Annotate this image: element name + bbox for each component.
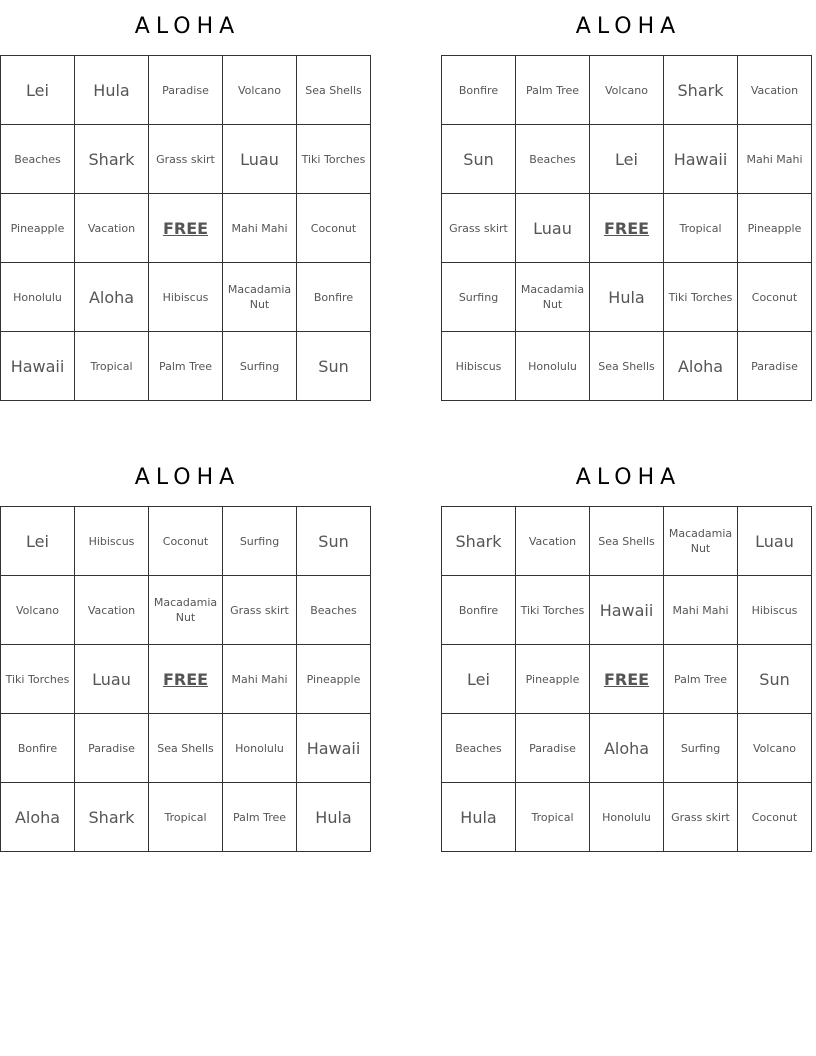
grid-cell: Bonfire — [1, 714, 75, 783]
grid-cell: Surfing — [664, 714, 738, 783]
grid-cell: Surfing — [442, 263, 516, 332]
grid-row — [1, 125, 371, 194]
grid-row — [1, 576, 371, 645]
grid-cell: Luau — [223, 125, 297, 194]
grid-cell: Hula — [75, 56, 149, 125]
grid-cell: Beaches — [516, 125, 590, 194]
grid-cell: Tropical — [75, 332, 149, 401]
grid-row — [1, 645, 371, 714]
grid-cell: Macadamia Nut — [149, 576, 223, 645]
grid-cell: Paradise — [516, 714, 590, 783]
grid-cell: Macadamia Nut — [223, 263, 297, 332]
bingo-grid — [0, 506, 371, 852]
grid-cell: Tropical — [664, 194, 738, 263]
grid-row — [442, 56, 812, 125]
grid-cell: Hawaii — [590, 576, 664, 645]
grid-cell: Grass skirt — [664, 783, 738, 852]
grid-cell: Aloha — [664, 332, 738, 401]
grid-cell: Luau — [75, 645, 149, 714]
grid-cell: Aloha — [1, 783, 75, 852]
card-title: ALOHA — [134, 465, 241, 490]
grid-cell: Beaches — [1, 125, 75, 194]
grid-cell: Surfing — [223, 507, 297, 576]
grid-cell: Hibiscus — [442, 332, 516, 401]
grid-row — [442, 645, 812, 714]
grid-cell: Hula — [297, 783, 371, 852]
grid-cell: Tiki Torches — [1, 645, 75, 714]
grid-row — [1, 263, 371, 332]
grid-cell: Mahi Mahi — [738, 125, 812, 194]
grid-cell: Aloha — [75, 263, 149, 332]
grid-cell: Beaches — [442, 714, 516, 783]
grid-cell: Vacation — [75, 194, 149, 263]
grid-cell: Coconut — [738, 783, 812, 852]
grid-cell: Palm Tree — [149, 332, 223, 401]
grid-cell: Mahi Mahi — [664, 576, 738, 645]
bingo-grid — [441, 506, 812, 852]
grid-cell: Grass skirt — [149, 125, 223, 194]
grid-cell: Tropical — [516, 783, 590, 852]
grid-cell: Sun — [297, 332, 371, 401]
grid-cell: Volcano — [738, 714, 812, 783]
grid-cell: Lei — [442, 645, 516, 714]
grid-row — [442, 507, 812, 576]
bingo-grid — [0, 55, 371, 401]
grid-cell: Sun — [738, 645, 812, 714]
grid-cell: Luau — [516, 194, 590, 263]
grid-cell: Shark — [75, 783, 149, 852]
grid-row — [1, 714, 371, 783]
free-cell: FREE — [590, 645, 664, 714]
grid-cell: Volcano — [590, 56, 664, 125]
grid-cell: Pineapple — [297, 645, 371, 714]
grid-cell: Volcano — [223, 56, 297, 125]
grid-cell: Vacation — [75, 576, 149, 645]
grid-cell: Hawaii — [664, 125, 738, 194]
grid-cell: Tiki Torches — [664, 263, 738, 332]
grid-row — [442, 576, 812, 645]
grid-cell: Palm Tree — [223, 783, 297, 852]
grid-cell: Mahi Mahi — [223, 645, 297, 714]
grid-cell: Coconut — [149, 507, 223, 576]
grid-cell: Paradise — [738, 332, 812, 401]
grid-row — [442, 125, 812, 194]
grid-cell: Bonfire — [297, 263, 371, 332]
grid-cell: Palm Tree — [664, 645, 738, 714]
grid-cell: Honolulu — [223, 714, 297, 783]
grid-cell: Macadamia Nut — [516, 263, 590, 332]
grid-cell: Honolulu — [1, 263, 75, 332]
grid-cell: Hawaii — [1, 332, 75, 401]
grid-row — [442, 194, 812, 263]
grid-cell: Shark — [442, 507, 516, 576]
card-title: ALOHA — [575, 14, 682, 39]
grid-cell: Lei — [590, 125, 664, 194]
grid-cell: Grass skirt — [442, 194, 516, 263]
grid-row — [442, 783, 812, 852]
grid-cell: Paradise — [149, 56, 223, 125]
grid-cell: Lei — [1, 507, 75, 576]
free-cell: FREE — [149, 645, 223, 714]
grid-row — [1, 507, 371, 576]
grid-cell: Sea Shells — [149, 714, 223, 783]
card-title: ALOHA — [134, 14, 241, 39]
card-title: ALOHA — [575, 465, 682, 490]
grid-row — [1, 194, 371, 263]
grid-cell: Shark — [75, 125, 149, 194]
grid-cell: Shark — [664, 56, 738, 125]
grid-cell: Macadamia Nut — [664, 507, 738, 576]
grid-cell: Luau — [738, 507, 812, 576]
grid-cell: Mahi Mahi — [223, 194, 297, 263]
grid-cell: Hibiscus — [149, 263, 223, 332]
grid-cell: Grass skirt — [223, 576, 297, 645]
grid-cell: Sea Shells — [590, 332, 664, 401]
grid-cell: Hula — [442, 783, 516, 852]
grid-cell: Honolulu — [516, 332, 590, 401]
grid-cell: Pineapple — [1, 194, 75, 263]
grid-cell: Coconut — [738, 263, 812, 332]
grid-cell: Tiki Torches — [516, 576, 590, 645]
grid-cell: Surfing — [223, 332, 297, 401]
grid-cell: Honolulu — [590, 783, 664, 852]
bingo-grid — [441, 55, 812, 401]
grid-cell: Tropical — [149, 783, 223, 852]
grid-row — [442, 714, 812, 783]
grid-cell: Hibiscus — [75, 507, 149, 576]
grid-cell: Sea Shells — [590, 507, 664, 576]
grid-cell: Bonfire — [442, 56, 516, 125]
grid-row — [442, 263, 812, 332]
grid-cell: Vacation — [738, 56, 812, 125]
grid-cell: Volcano — [1, 576, 75, 645]
grid-cell: Coconut — [297, 194, 371, 263]
grid-row — [442, 332, 812, 401]
grid-cell: Sun — [442, 125, 516, 194]
grid-cell: Paradise — [75, 714, 149, 783]
free-cell: FREE — [149, 194, 223, 263]
grid-cell: Hibiscus — [738, 576, 812, 645]
grid-cell: Aloha — [590, 714, 664, 783]
grid-cell: Vacation — [516, 507, 590, 576]
grid-row — [1, 56, 371, 125]
grid-cell: Tiki Torches — [297, 125, 371, 194]
grid-cell: Bonfire — [442, 576, 516, 645]
grid-cell: Palm Tree — [516, 56, 590, 125]
grid-cell: Lei — [1, 56, 75, 125]
grid-cell: Sun — [297, 507, 371, 576]
grid-cell: Hawaii — [297, 714, 371, 783]
free-cell: FREE — [590, 194, 664, 263]
grid-cell: Hula — [590, 263, 664, 332]
grid-row — [1, 783, 371, 852]
grid-cell: Sea Shells — [297, 56, 371, 125]
grid-cell: Beaches — [297, 576, 371, 645]
grid-cell: Pineapple — [738, 194, 812, 263]
grid-cell: Pineapple — [516, 645, 590, 714]
grid-row — [1, 332, 371, 401]
